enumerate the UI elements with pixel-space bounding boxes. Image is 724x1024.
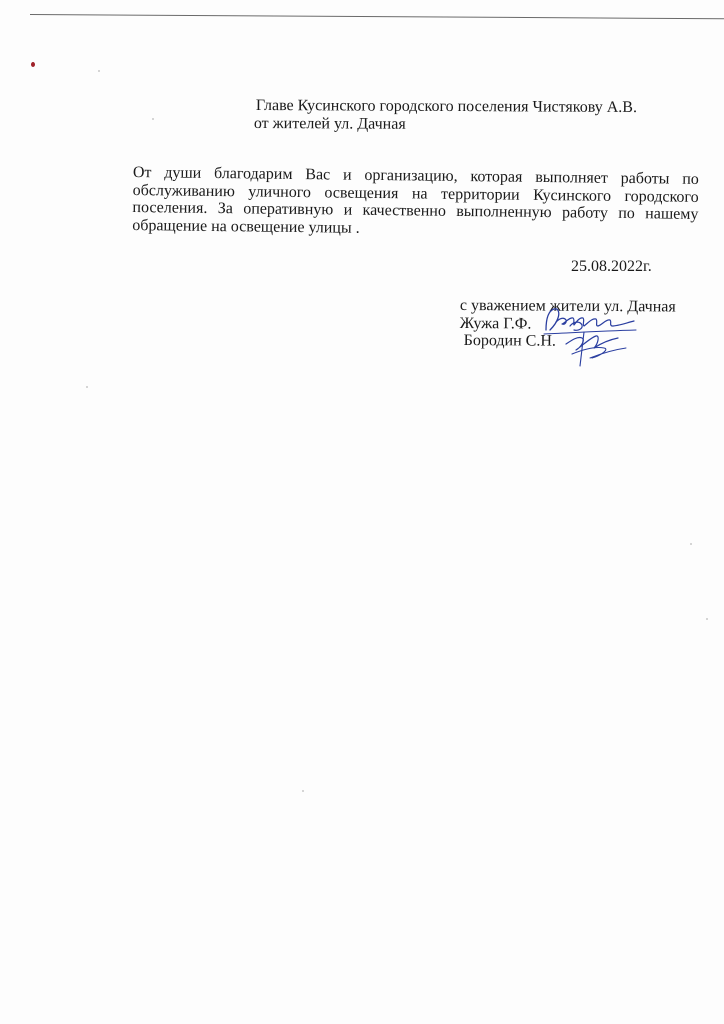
scan-speck bbox=[706, 618, 708, 620]
scan-speck bbox=[152, 118, 154, 120]
scan-speck bbox=[86, 386, 88, 388]
scan-speck bbox=[302, 790, 304, 792]
sender-line: от жителей ул. Дачная bbox=[253, 114, 406, 133]
letter-body: От души благодарим Вас и организацию, которая выполняет работы по обслуживанию уличного освещения на территории Кусинского городского поселения. За оперативную и качественно выполненную работу по нашему обращение на освещение улицы . bbox=[132, 164, 699, 237]
letter-date: 25.08.2022г. bbox=[571, 258, 652, 275]
closing-line: с уважением жители ул. Дачная bbox=[459, 297, 676, 316]
top-rule bbox=[30, 14, 724, 19]
addressee-line: Главе Кусинского городского поселения Чистякову А.В. bbox=[255, 97, 638, 116]
handwritten-signature-2 bbox=[560, 318, 630, 370]
scan-speck bbox=[690, 543, 692, 545]
addressee-block bbox=[253, 97, 638, 135]
signer-name: Жужа Г.Ф. bbox=[459, 314, 532, 332]
signer-name: Бородин С.Н. bbox=[463, 332, 556, 350]
red-ink-mark bbox=[31, 62, 35, 67]
scan-speck bbox=[98, 70, 100, 72]
